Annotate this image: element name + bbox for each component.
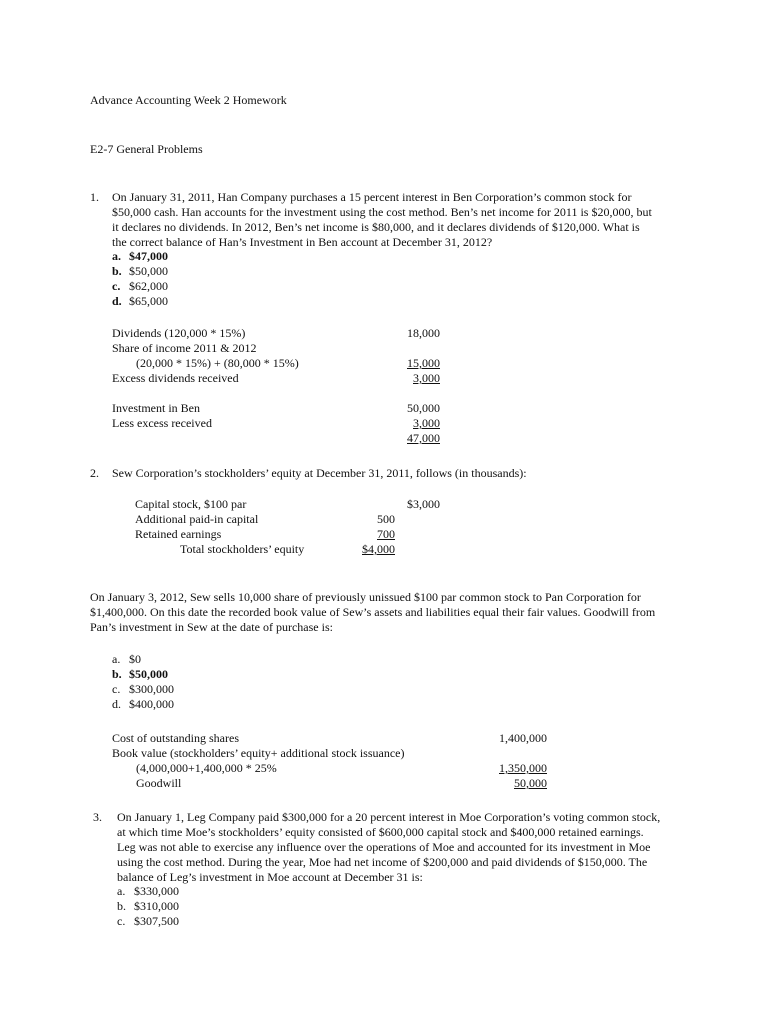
q2-work-label: (4,000,000+1,400,000 * 25% xyxy=(136,761,277,775)
q2-work-value: 1,350,000 xyxy=(499,761,547,775)
question-3-option-a: a. $330,000 xyxy=(117,884,179,898)
q1-work-value: 3,000 xyxy=(413,371,440,385)
q2-work-label: Goodwill xyxy=(136,776,182,790)
section-heading: E2-7 General Problems xyxy=(90,142,203,156)
question-2-option-a: a. $0 xyxy=(112,652,141,666)
question-2-number: 2. xyxy=(90,466,99,480)
equity-label: Additional paid-in capital xyxy=(135,512,259,526)
question-2-option-c: c. $300,000 xyxy=(112,682,174,696)
equity-label: Total stockholders’ equity xyxy=(180,542,305,556)
question-2-text: Sew Corporation’s stockholders’ equity at December 31, 2011, follows (in thousands): xyxy=(112,466,527,480)
q1-work-total: 47,000 xyxy=(407,431,440,445)
equity-label: Retained earnings xyxy=(135,527,222,541)
equity-label: Capital stock, $100 par xyxy=(135,497,247,511)
equity-value: 700 xyxy=(377,527,395,541)
document-title: Advance Accounting Week 2 Homework xyxy=(90,93,287,107)
q1-work-label: (20,000 * 15%) + (80,000 * 15%) xyxy=(136,356,299,370)
question-1-option-a: a. $47,000 xyxy=(112,249,168,263)
question-2-scenario: On January 3, 2012, Sew sells 10,000 share of previously unissued $100 par common stock to Pan Corporation for $1,400,000. On this date the recorded book value of Sew’s assets and liabilities equal their fair values. Goodwill from Pan’s investment in Sew at the date of purchase is: xyxy=(90,590,656,634)
question-3-number: 3. xyxy=(93,810,102,824)
q2-work-label: Cost of outstanding shares xyxy=(112,731,239,745)
question-2-option-d: d. $400,000 xyxy=(112,697,174,711)
question-1-option-d: d. $65,000 xyxy=(112,294,168,308)
q1-work-label: Investment in Ben xyxy=(112,401,200,415)
equity-total: $4,000 xyxy=(362,542,395,556)
q1-work-value: 50,000 xyxy=(407,401,440,415)
question-2-option-b: b. $50,000 xyxy=(112,667,168,681)
q1-work-label: Dividends (120,000 * 15%) xyxy=(112,326,246,340)
q1-work-value: 3,000 xyxy=(413,416,440,430)
equity-value: 500 xyxy=(377,512,395,526)
q1-work-value: 18,000 xyxy=(407,326,440,340)
q2-work-value: 1,400,000 xyxy=(499,731,547,745)
q2-work-label: Book value (stockholders’ equity+ additional stock issuance) xyxy=(112,746,405,760)
question-3-text: On January 1, Leg Company paid $300,000 for a 20 percent interest in Moe Corporation’s voting common stock, at which time Moe’s stockholders’ equity consisted of $600,000 capital stock and $400,000 retained earnings. Leg was not able to exercise any influence over the operations of Moe and accounted for its investment in Moe using the cost method. During the year, Moe had net income of $200,000 and paid dividends of $150,000. The balance of Leg’s investment in Moe account at December 31 is: xyxy=(117,810,661,884)
question-1-text: On January 31, 2011, Han Company purchases a 15 percent interest in Ben Corporation’s common stock for $50,000 cash. Han accounts for the investment using the cost method. Ben’s net income for 2011 is $20,000, but it declares no dividends. In 2012, Ben’s net income is $80,000, and it declares dividends of $120,000. What is the correct balance of Han’s Investment in Ben account at December 31, 2012? xyxy=(112,190,652,249)
question-1-option-b: b. $50,000 xyxy=(112,264,168,278)
question-3-option-c: c. $307,500 xyxy=(117,914,179,928)
question-3-option-b: b. $310,000 xyxy=(117,899,179,913)
q2-work-total: 50,000 xyxy=(514,776,547,790)
question-1-number: 1. xyxy=(90,190,99,204)
equity-value: $3,000 xyxy=(407,497,440,511)
q1-work-label: Share of income 2011 & 2012 xyxy=(112,341,257,355)
q1-work-label: Less excess received xyxy=(112,416,212,430)
question-1-option-c: c. $62,000 xyxy=(112,279,168,293)
q1-work-label: Excess dividends received xyxy=(112,371,239,385)
q1-work-value: 15,000 xyxy=(407,356,440,370)
